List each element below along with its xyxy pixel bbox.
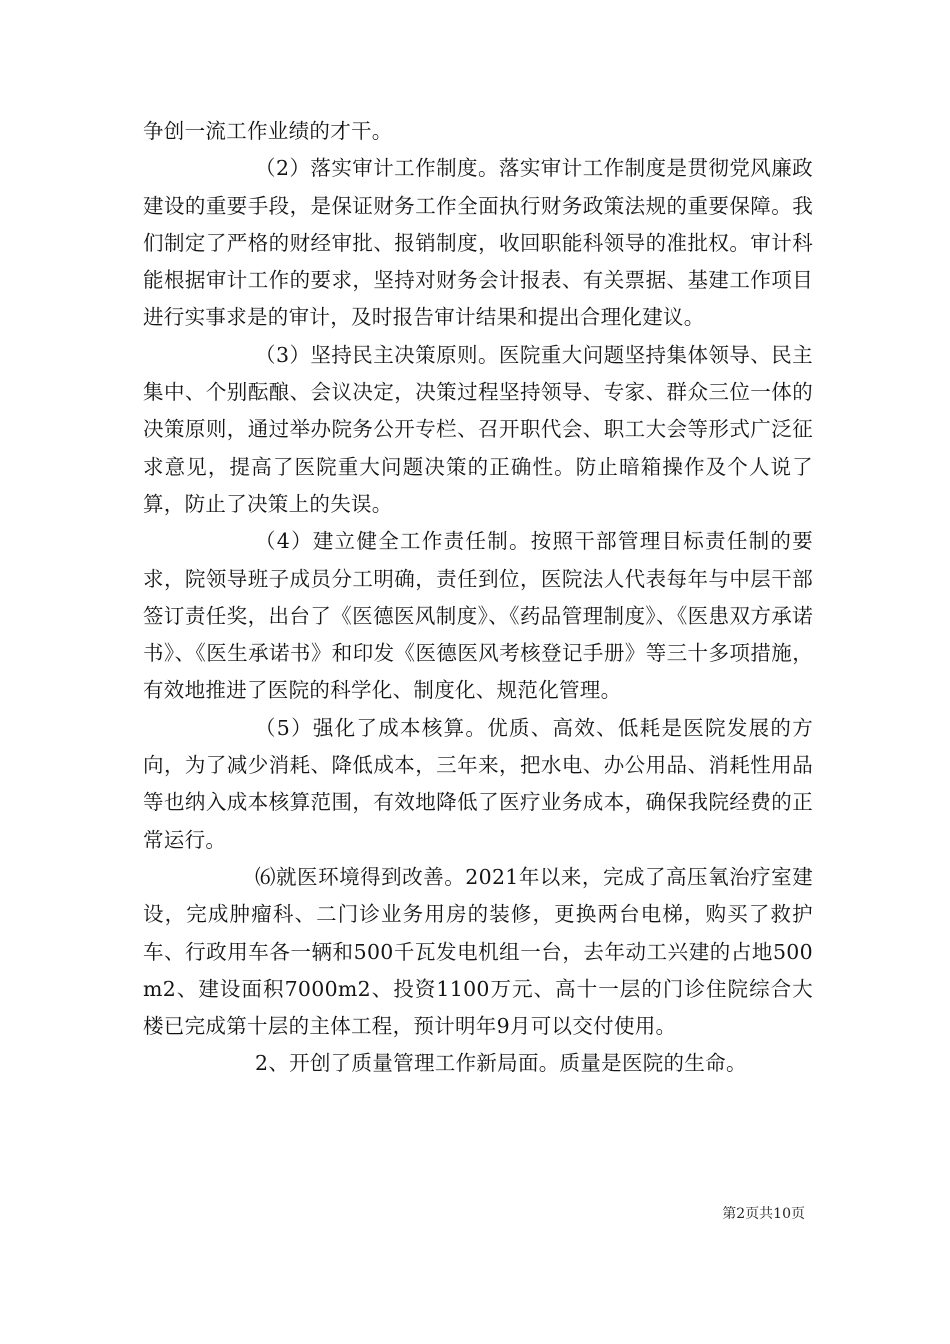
document-body	[143, 113, 813, 1083]
paragraph-environment-improvement: ⑹就医环境得到改善。2021年以来，完成了高压氧治疗室建设，完成肿瘤科、二门诊业务用房的装修，更换两台电梯，购买了救护车、行政用车各一辆和500千瓦发电机组一台，去年动工兴建的占地500m2、建设面积7000m2、投资1100万元、高十一层的门诊住院综合大楼已完成第十层的主体工程，预计明年9月可以交付使用。	[143, 864, 813, 1039]
page-number-footer: 第2页共10页	[722, 1206, 805, 1222]
paragraph-democratic-decision: （3）坚持民主决策原则。医院重大问题坚持集体领导、民主集中、个别酝酿、会议决定，决策过程坚持领导、专家、群众三位一体的决策原则，通过举办院务公开专栏、召开职代会、职工大会等形式广泛征求意见，提高了医院重大问题决策的正确性。防止暗箱操作及个人说了算，防止了决策上的失误。	[143, 342, 813, 516]
paragraph-responsibility-system: （4）建立健全工作责任制。按照干部管理目标责任制的要求，院领导班子成员分工明确，责任到位，医院法人代表每年与中层干部签订责任奖，出台了《医德医风制度》、《药品管理制度》、《医患双方承诺书》、《医生承诺书》和印发《医德医风考核登记手册》等三十多项措施，有效地推进了医院的科学化、制度化、规范化管理。	[143, 529, 813, 703]
paragraph-audit-system: （2）落实审计工作制度。落实审计工作制度是贯彻党风廉政建设的重要手段，是保证财务工作全面执行财务政策法规的重要保障。我们制定了严格的财经审批、报销制度，收回职能科领导的准批权。审计科能根据审计工作的要求，坚持对财务会计报表、有关票据、基建工作项目进行实事求是的审计，及时报告审计结果和提出合理化建议。	[143, 156, 813, 330]
paragraph-quality-management: 2、开创了质量管理工作新局面。质量是医院的生命。	[255, 1051, 747, 1076]
paragraph-cost-accounting: （5）强化了成本核算。优质、高效、低耗是医院发展的方向，为了减少消耗、降低成本，三年来，把水电、办公用品、消耗性用品等也纳入成本核算范围，有效地降低了医疗业务成本，确保我院经费的正常运行。	[143, 715, 813, 852]
paragraph-continuation: 争创一流工作业绩的才干。	[143, 119, 393, 143]
